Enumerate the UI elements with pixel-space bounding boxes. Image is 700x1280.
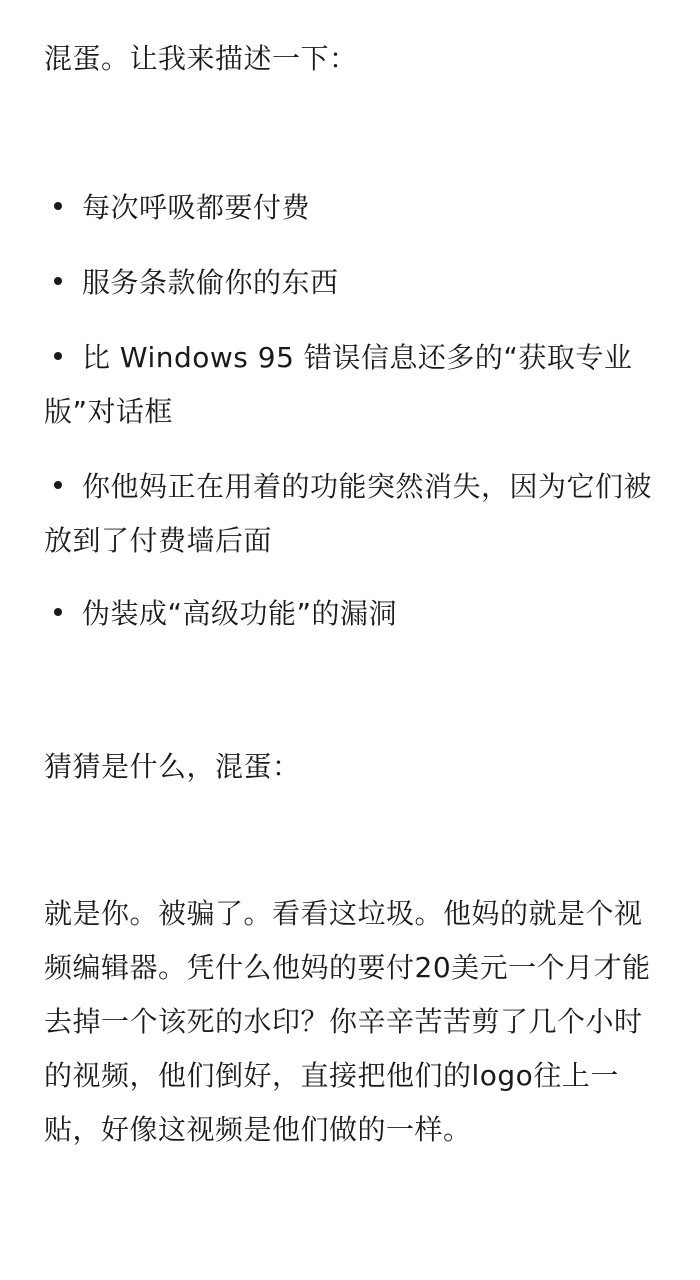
bullet-icon	[54, 608, 62, 616]
list-item	[44, 181, 660, 235]
bullet-icon	[54, 481, 62, 489]
list-item	[44, 331, 660, 439]
bullet-icon	[54, 277, 62, 285]
list-item	[44, 460, 660, 568]
answer-paragraph: 就是你。被骗了。看看这垃圾。他妈的就是个视频编辑器。凭什么他妈的要付20美元一个月才能去掉一个该死的水印？你辛辛苦苦剪了几个小时的视频，他们倒好，直接把他们的logo往上一贴，好像这视频是他们做的一样。	[44, 897, 651, 1146]
list-item-text: 比 Windows 95 错误信息还多的“获取专业版”对话框	[44, 341, 633, 428]
list-item-text: 服务条款偷你的东西	[82, 266, 339, 299]
list-item-text: 伪装成“高级功能”的漏洞	[82, 597, 398, 630]
intro-text: 混蛋。让我来描述一下：	[44, 42, 358, 75]
list-item	[44, 587, 660, 641]
question-text: 猜猜是什么，混蛋：	[44, 750, 301, 783]
list-item	[44, 256, 660, 310]
list-item-text: 你他妈正在用着的功能突然消失，因为它们被放到了付费墙后面	[44, 470, 653, 557]
list-item-text: 每次呼吸都要付费	[82, 191, 311, 224]
bullet-icon	[54, 202, 62, 210]
bullet-icon	[54, 352, 62, 360]
